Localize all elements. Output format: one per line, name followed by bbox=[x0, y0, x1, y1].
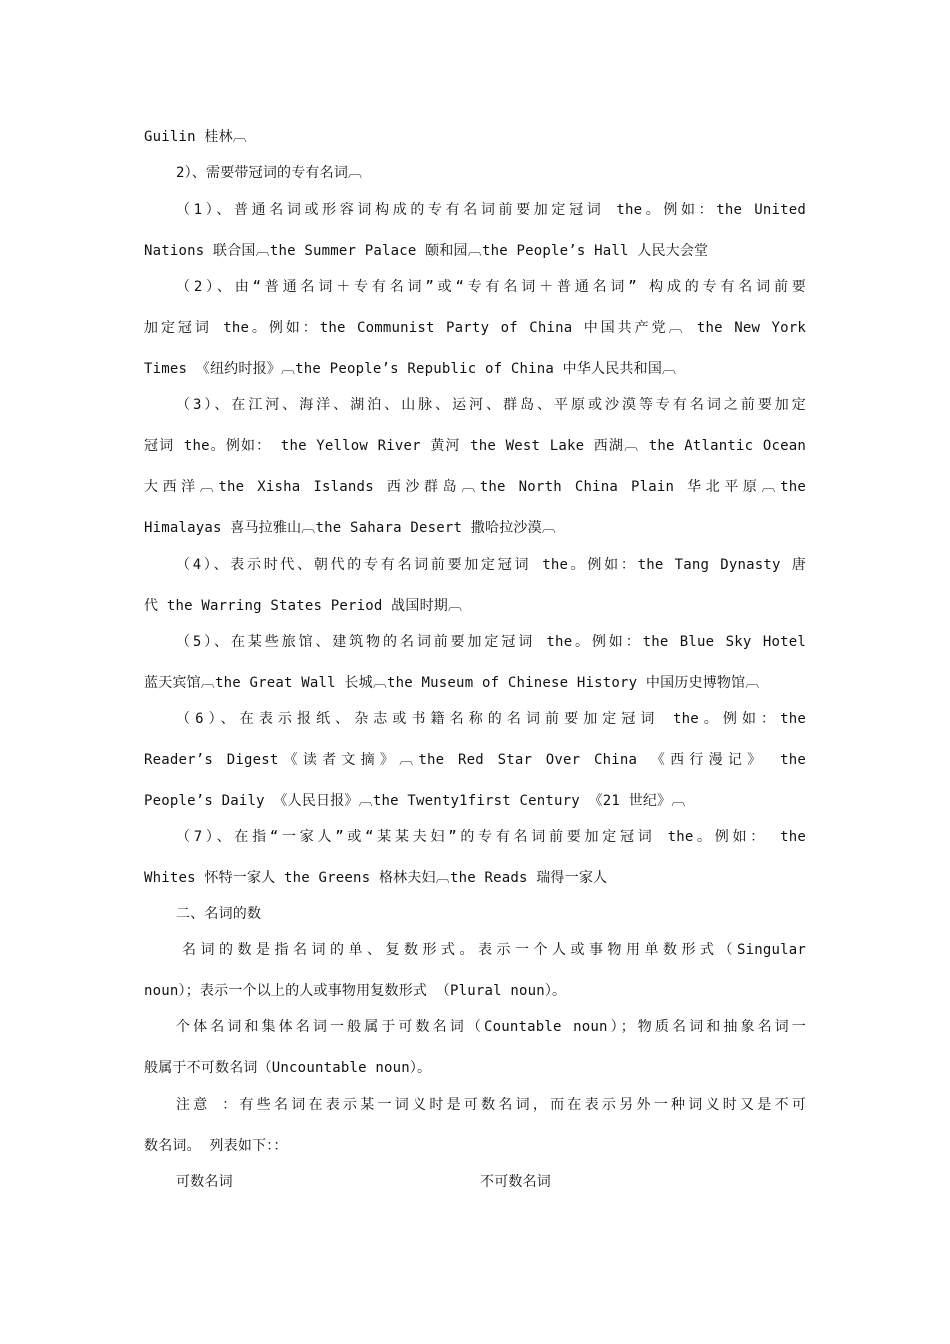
text-line: （1）、普通名词或形容词构成的专有名词前要加定冠词 the。例如：the United bbox=[176, 202, 806, 218]
text-line: （2）、由“普通名词＋专有名词”或“专有名词＋普通名词” 构成的专有名词前要 bbox=[176, 279, 806, 295]
text-line: 数名词。 列表如下：： bbox=[144, 1138, 288, 1154]
text-line: Whites 怀特一家人 the Greens 格林夫妇︹the Reads 瑞得一家人 bbox=[144, 870, 608, 886]
text-line: 名词的数是指名词的单、复数形式。表示一个人或事物用单数形式（Singular bbox=[182, 942, 806, 958]
section-heading: 二、名词的数 bbox=[176, 906, 262, 922]
text-line: （5）、在某些旅馆、建筑物的名词前要加定冠词 the。例如：the Blue Sky Hotel bbox=[176, 634, 806, 650]
text-line: 冠词 the。例如： the Yellow River 黄河 the West Lake 西湖︹ the Atlantic Ocean bbox=[144, 438, 806, 454]
text-line: Himalayas 喜马拉雅山︹the Sahara Desert 撒哈拉沙漠︹ bbox=[144, 520, 557, 536]
text-line: 代 the Warring States Period 战国时期︹ bbox=[144, 598, 463, 614]
text-line: （6）、在表示报纸、杂志或书籍名称的名词前要加定冠词 the。例如：the bbox=[176, 711, 806, 727]
table-header-row bbox=[176, 1172, 806, 1192]
table-header-countable: 可数名词 bbox=[176, 1174, 233, 1190]
text-line: 注意 ：有些名词在表示某一词义时是可数名词，而在表示另外一种词义时又是不可 bbox=[176, 1097, 806, 1113]
text-line: 个体名词和集体名词一般属于可数名词（Countable noun）；物质名词和抽象名词一 bbox=[176, 1019, 806, 1035]
text-line: Guilin 桂林︹ bbox=[144, 129, 248, 145]
text-line: 大西洋︹the Xisha Islands 西沙群岛︹the North China Plain 华北平原︹the bbox=[144, 479, 806, 495]
section-heading: 2）、需要带冠词的专有名词︹ bbox=[176, 165, 363, 181]
text-line: noun）；表示一个以上的人或事物用复数形式 （Plural noun）。 bbox=[144, 983, 567, 999]
text-line: 般属于不可数名词（Uncountable noun）。 bbox=[144, 1060, 432, 1076]
text-line: Times 《纽约时报》︹the People’s Republic of China 中华人民共和国︹ bbox=[144, 361, 677, 377]
text-line: People’s Daily 《人民日报》︹the Twenty1first Century 《21 世纪》︹ bbox=[144, 793, 686, 809]
text-line: Nations 联合国︹the Summer Palace 颐和园︹the People’s Hall 人民大会堂 bbox=[144, 243, 709, 259]
text-line: （4）、表示时代、朝代的专有名词前要加定冠词 the。例如：the Tang Dynasty 唐 bbox=[176, 557, 806, 573]
text-line: Reader’s Digest《读者文摘》︹the Red Star Over China 《西行漫记》 the bbox=[144, 752, 806, 768]
text-line: （7）、在指“一家人”或“某某夫妇”的专有名词前要加定冠词 the。例如： the bbox=[176, 829, 806, 845]
table-header-uncountable: 不可数名词 bbox=[480, 1174, 551, 1190]
text-line: （3）、在江河、海洋、湖泊、山脉、运河、群岛、平原或沙漠等专有名词之前要加定 bbox=[176, 397, 806, 413]
text-line: 加定冠词 the。例如：the Communist Party of China 中国共产党︹ the New York bbox=[144, 320, 806, 336]
text-line: 蓝天宾馆︹the Great Wall 长城︹the Museum of Chinese History 中国历史博物馆︹ bbox=[144, 675, 760, 691]
